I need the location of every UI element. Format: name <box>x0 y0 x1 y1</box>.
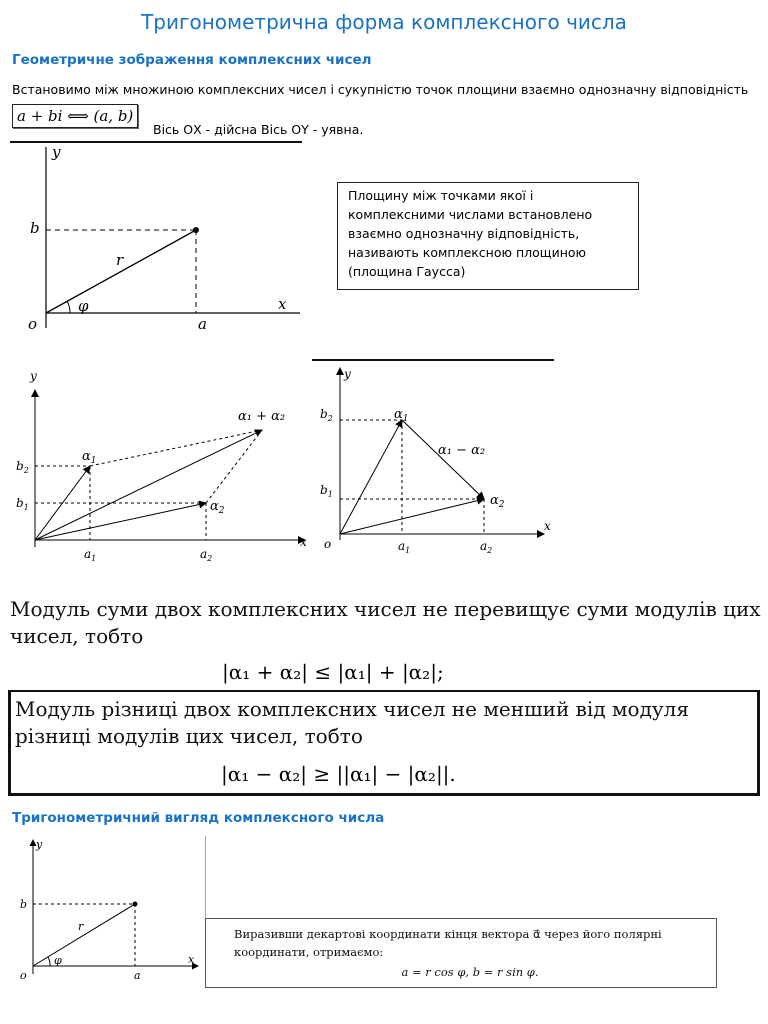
phi-label: φ <box>78 297 89 315</box>
note-text: Виразивши декартові координати кінця вектора α⃗ через його полярні координати, отримаємо: <box>234 927 662 959</box>
section-heading-geometric: Геометричне зображення комплексних чисел <box>12 52 372 68</box>
x-label: x <box>188 953 195 966</box>
origin-label: o <box>28 315 38 333</box>
vector-alpha1 <box>340 420 402 534</box>
r-label: r <box>78 920 84 933</box>
diff-label: α₁ − α₂ <box>438 443 486 458</box>
origin-label: o <box>324 537 332 551</box>
theorem-sum-text: Модуль суми двох комплексних чисел не перевищує суми модулів цих чисел, тобто <box>10 597 761 648</box>
y-label: y <box>344 367 351 381</box>
note-formula: a = r cos φ, b = r sin φ. <box>401 965 539 979</box>
a1-label: $a_1$ <box>84 547 97 563</box>
x-label: x <box>300 535 307 549</box>
trig-form-figure <box>8 836 208 986</box>
alpha2-label: $\alpha_2$ <box>490 493 505 510</box>
y-label: y <box>30 369 37 383</box>
b2-label: $b_2$ <box>16 459 29 475</box>
a-label: a <box>134 969 141 982</box>
x-label: x <box>278 295 287 313</box>
dashed-parallel-1 <box>90 430 262 466</box>
y-label: y <box>36 838 43 851</box>
b-label: b <box>20 898 28 911</box>
x-label: x <box>544 519 551 533</box>
vector-alpha2 <box>35 503 206 540</box>
axes-note: Вісь ОХ - дійсна Вісь ОY - уявна. <box>153 122 364 137</box>
a2-label: $a_2$ <box>200 547 213 563</box>
polar-coordinates-note <box>205 918 717 988</box>
b2-label: $b_2$ <box>320 407 333 423</box>
sum-vectors-figure <box>10 362 310 567</box>
alpha1-label: $\alpha_1$ <box>394 407 409 424</box>
b1-label: $b_1$ <box>16 496 29 512</box>
gauss-plane-callout: Площину між точками якої і комплексними числами встановлено взаємно однозначну відповідність, називають комплексною площиною (площина Гаусса) <box>337 182 639 290</box>
alpha2-label: $\alpha_2$ <box>210 499 225 516</box>
complex-plane-figure <box>10 143 310 343</box>
a2-label: $a_2$ <box>480 539 493 555</box>
theorem-difference-text: Модуль різниці двох комплексних чисел не менший від модуля різниці модулів цих чисел, тобто <box>15 697 689 748</box>
vector-r <box>46 230 196 313</box>
theorem-sum-formula: |α₁ + α₂| ≤ |α₁| + |α₂|; <box>222 660 444 684</box>
b-label: b <box>30 219 40 237</box>
theorem-difference-formula: |α₁ − α₂| ≥ ||α₁| − |α₂||. <box>221 762 456 786</box>
a-label: a <box>198 315 207 333</box>
vector-r <box>33 904 135 966</box>
divider-line <box>312 359 554 361</box>
difference-vectors-figure <box>312 362 562 567</box>
origin-label: o <box>20 969 27 982</box>
correspondence-formula: a + bi ⟺ (a, b) <box>12 104 138 128</box>
r-label: r <box>116 251 124 269</box>
phi-label: φ <box>54 954 62 967</box>
y-label: y <box>52 143 61 161</box>
vector-diff <box>402 420 484 499</box>
dashed-parallel-2 <box>206 430 262 503</box>
page-title: Тригонометрична форма комплексного числа <box>141 10 627 34</box>
intro-text: Встановимо між множиною комплексних чисел і сукупністю точок площини взаємно однозначну відповідність <box>12 82 749 97</box>
section-heading-trig: Тригонометричний вигляд комплексного числа <box>12 810 385 826</box>
alpha1-label: $\alpha_1$ <box>82 449 97 466</box>
vector-alpha2 <box>340 499 484 534</box>
angle-arc <box>48 957 50 966</box>
vector-sum <box>35 430 262 540</box>
b1-label: $b_1$ <box>320 483 333 499</box>
theorem-difference-frame <box>8 690 760 796</box>
a1-label: $a_1$ <box>398 539 411 555</box>
angle-arc <box>67 301 70 313</box>
sum-label: α₁ + α₂ <box>238 409 286 424</box>
